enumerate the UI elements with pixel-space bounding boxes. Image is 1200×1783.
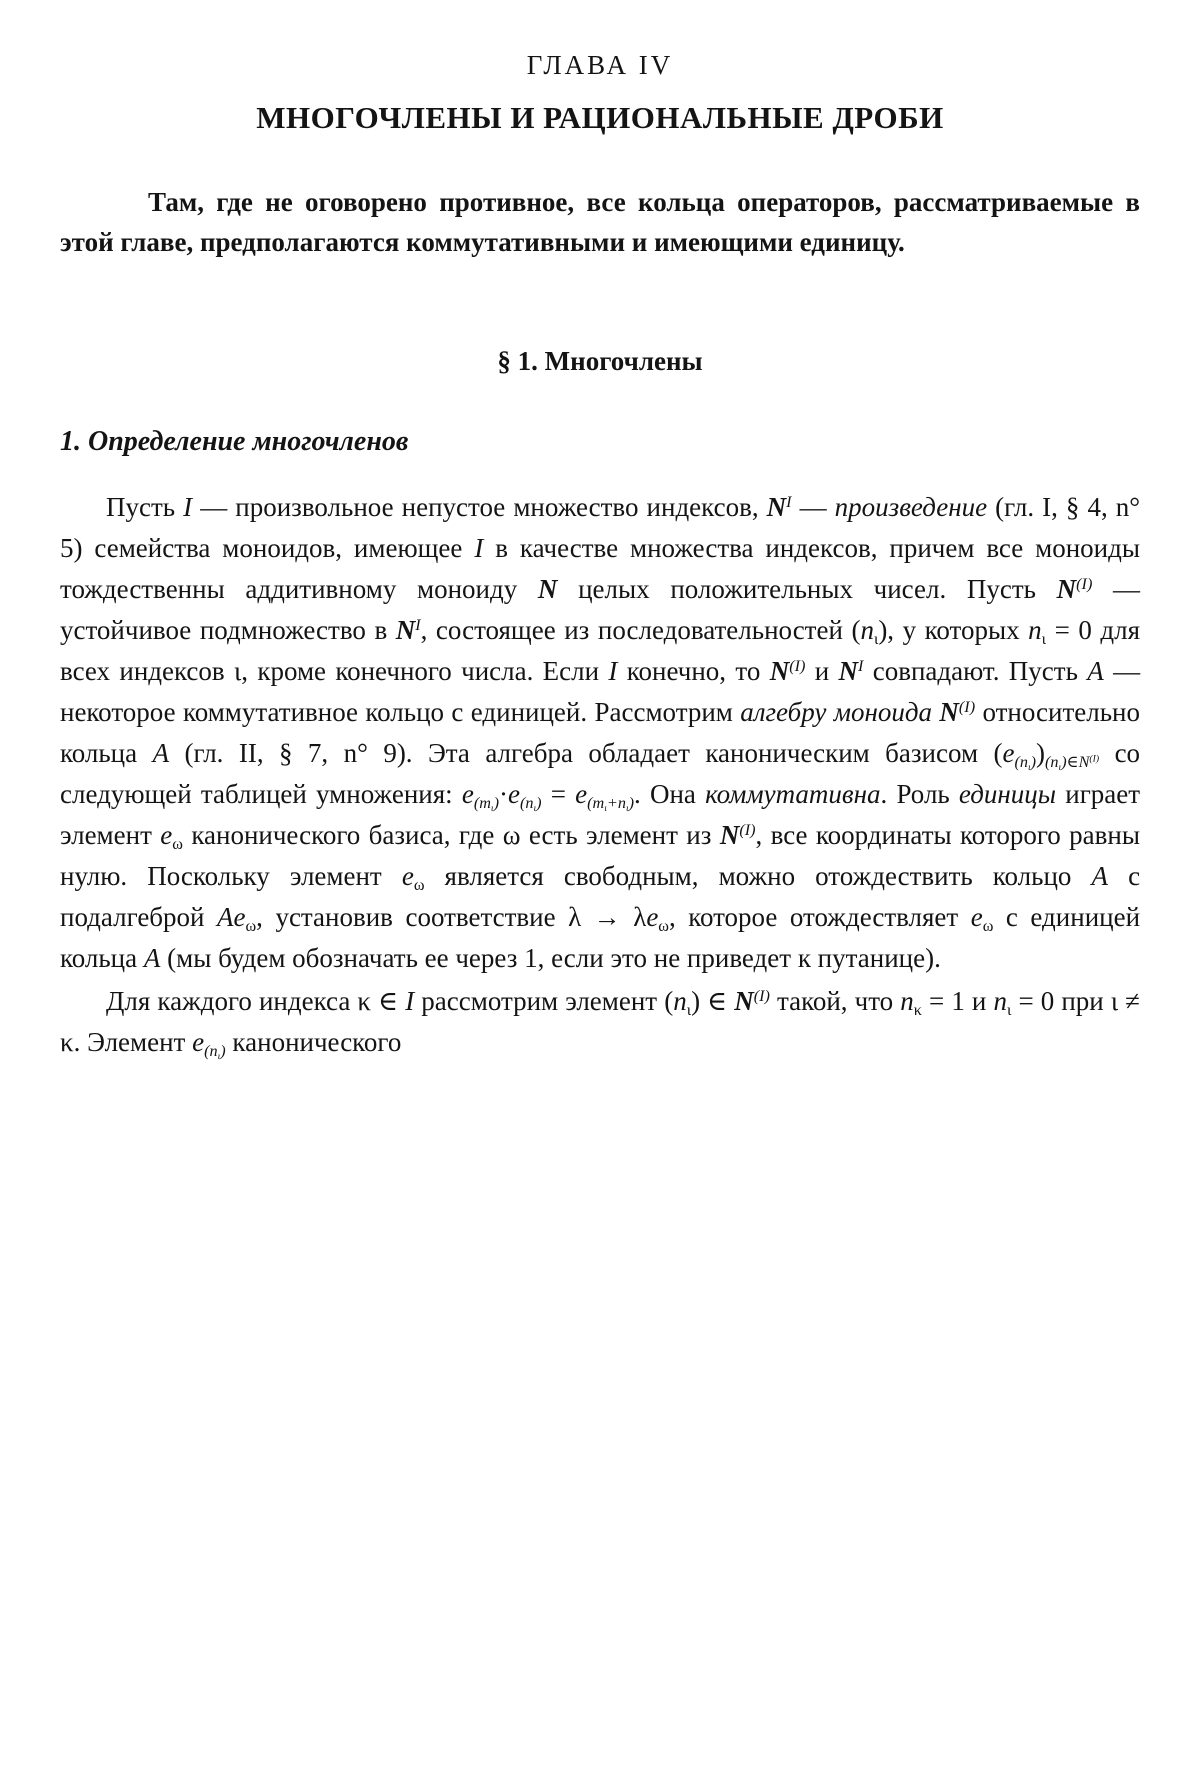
p1-t46: (n xyxy=(1045,752,1059,771)
p1-t79: ω xyxy=(413,875,425,894)
p1-t19: n xyxy=(860,615,874,645)
p1-t09: I xyxy=(474,533,484,563)
p2-t14: ι xyxy=(1006,1000,1012,1019)
p2-t09: такой, что xyxy=(777,986,894,1016)
p1-t58: ι xyxy=(533,802,537,814)
p1-t37: (I) xyxy=(958,698,976,717)
p1-t28: (I) xyxy=(789,657,806,676)
body-text xyxy=(60,487,1140,1063)
p1-t17: I xyxy=(415,616,421,635)
p1-t41: e xyxy=(1002,738,1015,768)
p1-t83: Ae xyxy=(217,902,246,932)
p1-t56: e xyxy=(508,779,520,809)
p1-t59: ) xyxy=(536,793,542,812)
p1-t15: — устойчивое подмножество в xyxy=(60,574,1141,645)
p1-t60: = xyxy=(550,779,566,809)
p1-t13: N xyxy=(1056,574,1077,604)
p1-t88: , которое отождествляет xyxy=(668,902,959,932)
chapter-label: ГЛАВА IV xyxy=(526,50,674,80)
p1-t23: ι xyxy=(1041,629,1047,648)
p2-t12: = 1 и xyxy=(929,986,987,1016)
p1-t90: ω xyxy=(982,916,994,935)
p2-t08: (I) xyxy=(753,987,770,1006)
p1-t27: N xyxy=(769,656,790,686)
paragraph-1 xyxy=(60,487,1140,979)
p1-t71: играет элемент xyxy=(60,779,1141,850)
p1-t62: (m xyxy=(587,793,605,812)
p2-t17: (n xyxy=(204,1041,218,1060)
p1-t67: . Она xyxy=(634,779,696,809)
p1-t02: I xyxy=(183,492,193,522)
p1-t73: ω xyxy=(172,834,183,853)
p1-t87: ω xyxy=(658,916,669,935)
p1-t21: ), у которых xyxy=(878,615,1020,645)
p1-t75: N xyxy=(719,820,740,850)
p1-t24: = 0 для всех индексов ι, кроме конечного числа. Если xyxy=(60,615,1141,686)
p1-t45: ) xyxy=(1036,738,1046,768)
p2-t18: ι xyxy=(217,1050,221,1062)
p1-t68: коммутативна xyxy=(705,779,881,809)
p1-t85: , установив соответствие λ → λ xyxy=(256,902,647,932)
p1-t31: I xyxy=(858,657,864,676)
p2-t19: ) xyxy=(220,1041,226,1060)
p1-t52: (m xyxy=(473,793,491,812)
p2-t06: ) ∈ xyxy=(691,986,728,1016)
p1-t35: алгебру моноида xyxy=(740,697,933,727)
p1-t03: — произвольное непустое множество индексов, xyxy=(200,492,759,522)
p1-t25: I xyxy=(608,656,618,686)
chapter-title: МНОГОЧЛЕНЫ И РАЦИОНАЛЬНЫЕ ДРОБИ xyxy=(256,100,944,135)
p1-t06: — xyxy=(799,492,827,522)
p2-t10: n xyxy=(900,986,914,1016)
section-title: § 1. Многочлены xyxy=(497,346,703,376)
p1-t82: с подалгеброй xyxy=(60,861,1141,932)
p1-t49: (I) xyxy=(1089,753,1100,765)
p1-t33: A xyxy=(1087,656,1104,686)
p1-t16: N xyxy=(395,615,416,645)
p1-t11: N xyxy=(537,574,558,604)
p1-t92: A xyxy=(143,943,161,973)
p1-t61: e xyxy=(575,779,588,809)
p1-t05: I xyxy=(786,493,792,512)
p1-t51: e xyxy=(461,779,474,809)
p1-t91: с единицей кольца xyxy=(60,902,1141,973)
p1-t66: ) xyxy=(628,793,635,812)
p1-t89: e xyxy=(970,902,983,932)
p1-t34: — некоторое коммутативное кольцо с единицей. Рассмотрим xyxy=(60,656,1141,727)
p1-t86: e xyxy=(646,902,659,932)
p1-t42: (n xyxy=(1014,752,1028,771)
p1-t57: (n xyxy=(519,793,534,812)
p1-t36: N xyxy=(939,697,959,727)
p2-t15: = 0 при ι ≠ κ. Элемент xyxy=(60,986,1141,1057)
p1-t69: . Роль xyxy=(880,779,950,809)
p1-t77: , все координаты которого равны нулю. Поскольку элемент xyxy=(60,820,1140,891)
p1-t22: n xyxy=(1028,615,1042,645)
p2-t01: Для каждого индекса κ ∈ xyxy=(106,986,399,1016)
p1-t84: ω xyxy=(245,916,257,935)
p1-t48: )∈N xyxy=(1061,752,1090,771)
p2-t03: рассмотрим элемент ( xyxy=(421,986,674,1016)
subsection-title: 1. Определение многочленов xyxy=(60,426,409,457)
paragraph-2 xyxy=(60,981,1140,1063)
p1-t93: (мы будем обозначать ее через 1, если это не приведет к путанице). xyxy=(167,943,941,973)
p1-t30: N xyxy=(838,656,858,686)
p1-t04: N xyxy=(766,492,787,522)
p1-t08: (гл. I, § 4, n° 5) семейства моноидов, имеющее xyxy=(60,492,1141,563)
p1-t63: ι xyxy=(604,802,607,814)
p1-t39: A xyxy=(152,738,170,768)
p1-t10: в качестве множества индексов, причем все моноиды тождественны аддитивному моноиду xyxy=(60,533,1141,604)
intro-paragraph: Там, где не оговорено противное, все кольца операторов, рассматриваемые в этой главе, предполагаются коммутативными и имеющими единицу. xyxy=(60,187,1140,257)
p1-t76: (I) xyxy=(739,821,756,840)
p2-t13: n xyxy=(993,986,1007,1016)
p2-t11: κ xyxy=(913,1000,922,1019)
p1-t50: со следующей таблицей умножения: xyxy=(60,738,1141,809)
p1-t65: ι xyxy=(625,802,629,814)
p1-t80: является свободным, можно отождествить кольцо xyxy=(444,861,1072,891)
p1-t53: ι xyxy=(490,802,494,814)
p1-t40: (гл. II, § 7, n° 9). Эта алгебра обладает каноническим базисом ( xyxy=(184,738,1003,768)
p1-t70: единицы xyxy=(958,779,1057,809)
p2-t05: ι xyxy=(686,1000,692,1019)
p1-t20: ι xyxy=(873,629,879,648)
p1-t14: (I) xyxy=(1076,575,1093,594)
p1-t12: целых положительных чисел. Пусть xyxy=(578,574,1036,604)
p1-t32: совпадают. Пусть xyxy=(872,656,1078,686)
p2-t02: I xyxy=(405,986,415,1016)
p1-t44: ) xyxy=(1030,752,1037,771)
p1-t47: ι xyxy=(1058,761,1062,773)
p1-t29: и xyxy=(814,656,830,686)
p2-t04: n xyxy=(673,986,687,1016)
p2-t07: N xyxy=(734,986,754,1016)
p2-t20: канонического xyxy=(232,1027,402,1057)
p1-t26: конечно, то xyxy=(626,656,761,686)
p1-t43: ι xyxy=(1027,761,1031,773)
p1-t74: канонического базиса, где ω есть элемент из xyxy=(191,820,712,850)
p1-t72: e xyxy=(160,820,173,850)
p1-t18: , состоящее из последовательностей ( xyxy=(420,615,861,645)
p1-t64: +n xyxy=(606,793,626,812)
p1-t81: A xyxy=(1091,861,1108,891)
p1-t54: ) xyxy=(493,793,499,812)
p1-t78: e xyxy=(401,861,414,891)
p1-t07: произведение xyxy=(834,492,988,522)
p1-t38: относительно кольца xyxy=(60,697,1140,768)
p1-t55: · xyxy=(499,779,508,809)
p1-t01: Пусть xyxy=(106,492,176,522)
p2-t16: e xyxy=(192,1027,205,1057)
